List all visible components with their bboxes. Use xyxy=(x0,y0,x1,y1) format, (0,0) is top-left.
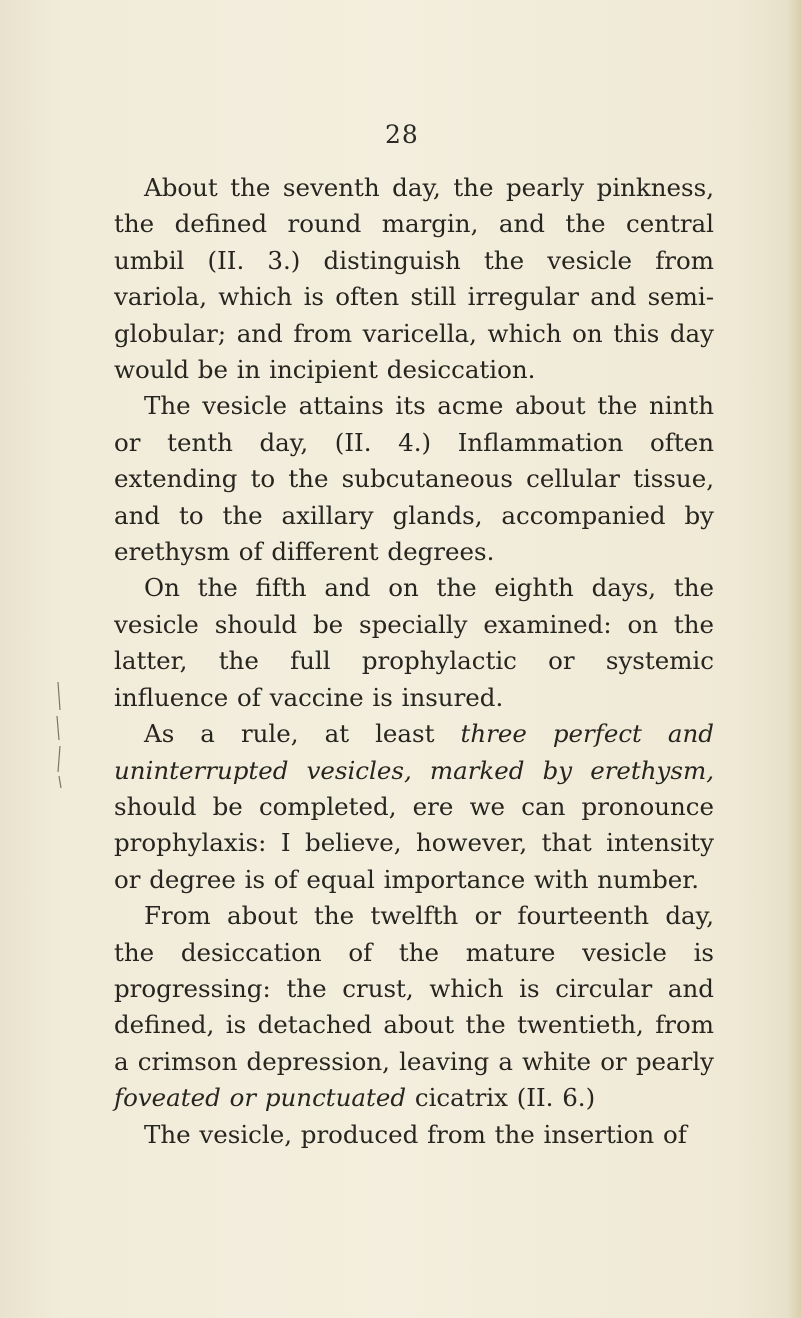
text-segment: From about the twelfth or fourteenth day, the desiccation of the mature vesicle is progressing: the crust, which is circular and defined, is detached about the twentieth, from a crimson depression, leaving a white or pearly xyxy=(114,901,714,1076)
page-edge-shadow xyxy=(787,0,801,1318)
paragraph xyxy=(114,170,714,388)
body-text xyxy=(114,170,714,1153)
text-segment: should be completed, ere we can pronounce prophylaxis: I believe, however, that intensity or degree is of equal importance with number. xyxy=(114,791,714,894)
paragraph xyxy=(114,898,714,1116)
paragraph xyxy=(114,388,714,570)
margin-pencil-marks xyxy=(52,680,68,790)
text-segment: As a rule, at least xyxy=(144,719,461,749)
text-segment: On the fifth and on the eighth days, the vesicle should be specially examined: on the latter, the full prophylactic or systemic influence of vaccine is insured. xyxy=(114,573,714,712)
paragraph xyxy=(114,1117,714,1153)
text-segment: The vesicle, produced from the insertion of xyxy=(144,1119,687,1149)
paragraph xyxy=(114,570,714,716)
text-segment: The vesicle attains its acme about the ninth or tenth day, (II. 4.) Inflammation often extending to the subcutaneous cellular tissue, and to the axillary glands, accompanied by erethysm of different degrees. xyxy=(114,391,714,567)
text-segment: About the seventh day, the pearly pinkness, the defined round margin, and the central umbil (II. 3.) distinguish the vesicle from variola, which is often still irregular and semi-globular; and from varicella, which on this day would be in incipient desiccation. xyxy=(114,173,714,385)
page-number: 28 xyxy=(385,120,419,149)
text-segment: cicatrix (II. 6.) xyxy=(406,1083,596,1113)
italic-text: foveated or punctuated xyxy=(114,1083,407,1113)
italic-text: three perfect and uninterrupted vesicles, marked by erethysm, xyxy=(114,719,714,785)
paragraph xyxy=(114,716,714,898)
